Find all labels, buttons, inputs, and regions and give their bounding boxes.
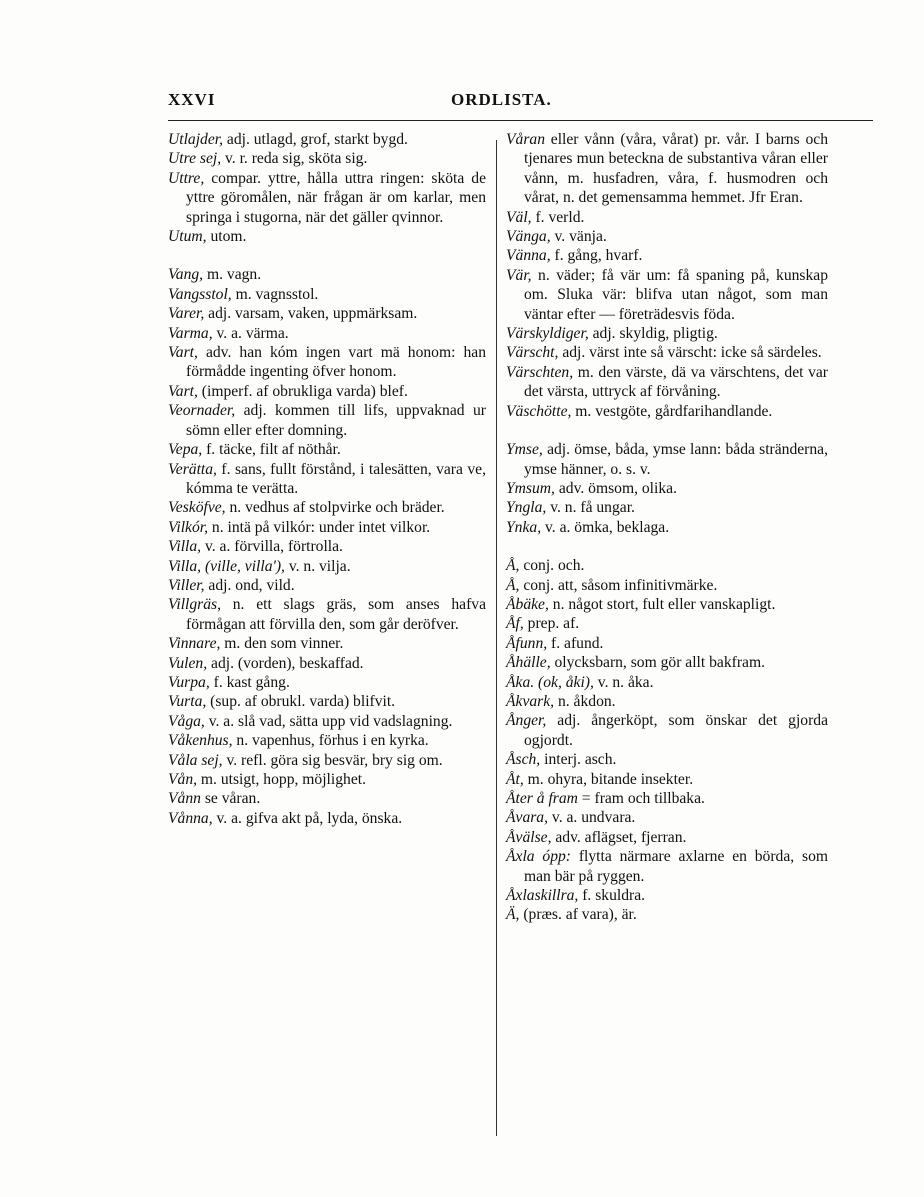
entry-headword: Vurpa, [168, 673, 210, 691]
dictionary-entry [506, 440, 828, 479]
dictionary-entry [506, 847, 828, 886]
dictionary-entry [168, 343, 486, 382]
dictionary-entry [168, 692, 486, 711]
entry-headword: Villa, (ville, villa'), [168, 557, 285, 575]
entry-definition: adj. kommen till lifs, uppvaknad ur sömn eller efter domning. [186, 402, 486, 439]
entry-headword: Vänga, [506, 228, 551, 246]
dictionary-entry [506, 886, 828, 905]
entry-definition: f. verld. [531, 208, 585, 226]
dictionary-entry [168, 789, 486, 808]
entry-definition: v. a. gifva akt på, lyda, önska. [212, 809, 403, 827]
entry-definition: m. utsigt, hopp, möjlighet. [197, 771, 366, 788]
entry-definition: f. kast gång. [209, 673, 290, 691]
dictionary-entry [168, 595, 486, 634]
entry-definition: adj. varsam, vaken, uppmärksam. [204, 305, 418, 323]
entry-headword: Värscht, [506, 344, 559, 362]
entry-headword: Vänna, [506, 247, 551, 265]
entry-definition: conj. och. [519, 557, 585, 575]
dictionary-entry [506, 808, 828, 827]
entry-definition: v. n. vilja. [284, 557, 351, 575]
entry-headword: Åvälse, [506, 828, 552, 846]
dictionary-entry [506, 246, 828, 265]
page-header [168, 90, 873, 116]
entry-headword: Vulen, [168, 654, 208, 672]
entry-definition: v. a. ömka, beklaga. [541, 518, 670, 536]
entry-definition: adj. utlagd, grof, starkt bygd. [223, 131, 408, 148]
entry-headword: Å, [506, 576, 520, 594]
dictionary-entry [506, 828, 828, 847]
entry-definition: v. a. förvilla, förtrolla. [201, 538, 343, 556]
dictionary-entry [506, 576, 828, 595]
dictionary-entry [168, 498, 486, 517]
entry-headword: Villa, [168, 538, 202, 556]
page-title: ORDLISTA. [451, 90, 552, 109]
entry-definition: f. täcke, filt af nöthår. [202, 441, 341, 459]
entry-definition: utom. [206, 228, 247, 246]
entry-headword: Åxla ópp: [506, 848, 571, 866]
dictionary-entry [506, 130, 828, 208]
entry-definition: f. gång, hvarf. [550, 247, 643, 265]
entry-headword: Ä, [506, 906, 520, 924]
entry-definition: v. n. åka. [593, 673, 654, 691]
entry-definition: n. vedhus af stolpvirke och bräder. [225, 499, 445, 517]
column-divider [496, 140, 497, 1136]
entry-headword: Vånna, [168, 809, 213, 827]
entry-headword: Vär, [506, 266, 532, 284]
entry-headword: Vånn [168, 790, 201, 808]
dictionary-entry [168, 149, 486, 168]
entry-definition: v. n. få ungar. [546, 499, 635, 517]
dictionary-entry [506, 479, 828, 498]
entry-headword: Vang, [168, 266, 204, 284]
entry-definition: (præs. af vara), är. [519, 906, 637, 924]
dictionary-entry [506, 634, 828, 653]
dictionary-entry [168, 731, 486, 750]
entry-definition: m. den värste, dä va värschtens, det var det värsta, uttryck af förvåning. [524, 363, 828, 401]
dictionary-entry [506, 343, 828, 362]
entry-headword: Åxlaskillra, [506, 887, 579, 905]
dictionary-entry [168, 537, 486, 556]
entry-definition: compar. yttre, hålla uttra ringen: sköta de yttre göromålen, när frågan är om karlar, men springa i stugorna, när det gäller qvinnor. [186, 169, 486, 226]
dictionary-entry [506, 905, 828, 924]
entry-definition: flytta närmare axlarne en börda, som man bär på ryggen. [524, 848, 828, 885]
dictionary-entry [506, 692, 828, 711]
entry-headword: Åt, [506, 770, 524, 788]
dictionary-entry [168, 576, 486, 595]
entry-definition: n. vapenhus, förhus i en kyrka. [232, 732, 429, 750]
section-gap [506, 537, 828, 556]
entry-headword: Ymsum, [506, 479, 555, 497]
dictionary-entry [506, 266, 828, 324]
entry-headword: Vinnare, [168, 635, 221, 653]
entry-definition: conj. att, såsom infinitivmärke. [519, 576, 718, 594]
dictionary-entry [168, 518, 486, 537]
entry-definition: prep. af. [523, 615, 580, 633]
dictionary-entry [506, 789, 828, 808]
entry-definition: adj. (vorden), beskaffad. [207, 654, 364, 672]
entry-definition: adj. ömse, båda, ymse lann: båda stränderna, ymse hänner, o. s. v. [524, 441, 828, 478]
dictionary-entry [506, 673, 828, 692]
entry-definition: f. afund. [547, 634, 604, 652]
page-number: XXVI [168, 90, 216, 109]
entry-definition: m. vestgöte, gårdfarihandlande. [571, 402, 773, 420]
dictionary-entry [168, 440, 486, 459]
entry-definition: adj. skyldig, pligtig. [588, 325, 718, 343]
dictionary-entry [168, 634, 486, 653]
entry-headword: Åka. (ok, åki), [506, 673, 594, 691]
entry-headword: Våla sej, [168, 751, 223, 769]
dictionary-entry [506, 556, 828, 575]
entry-headword: Värskyldiger, [506, 325, 589, 343]
entry-headword: Åter å fram [506, 790, 578, 807]
entry-definition: n. ett slags gräs, som anses hafva förmågan att förvilla den, som går deröfver. [186, 596, 486, 633]
dictionary-entry [168, 712, 486, 731]
entry-headword: Våran [506, 131, 545, 148]
entry-headword: Vart, [168, 344, 198, 362]
entry-headword: Åf, [506, 615, 524, 633]
entry-headword: Varer, [168, 305, 205, 323]
entry-definition: (imperf. af obrukliga varda) blef. [197, 382, 408, 400]
dictionary-entry [506, 208, 828, 227]
entry-definition: adv. han kóm ingen vart mä honom: han förmådde ingenting öfver honom. [186, 344, 486, 381]
dictionary-entry [506, 324, 828, 343]
entry-headword: Vilkór, [168, 518, 208, 536]
entry-headword: Ynka, [506, 518, 542, 536]
entry-headword: Villgräs, [168, 596, 221, 614]
dictionary-entry [168, 557, 486, 576]
dictionary-entry [168, 460, 486, 499]
entry-headword: Verätta, [168, 460, 217, 478]
entry-headword: Vangsstol, [168, 285, 232, 303]
entry-definition: m. den som vinner. [220, 635, 344, 653]
entry-definition: adj. ond, vild. [204, 576, 295, 594]
entry-definition: adj. ångerköpt, som önskar det gjorda ogjordt. [524, 712, 828, 749]
entry-headword: Uttre, [168, 169, 205, 187]
entry-definition: m. ohyra, bitande insekter. [523, 770, 694, 788]
entry-definition: n. något stort, fult eller vanskapligt. [548, 595, 776, 613]
entry-headword: Våkenhus, [168, 732, 233, 750]
entry-headword: Ånger, [506, 712, 547, 730]
entry-definition: se våran. [200, 790, 261, 808]
entry-definition: m. vagn. [203, 266, 262, 284]
entry-definition: m. vagnsstol. [231, 285, 319, 303]
entry-definition: adj. värst inte så värscht: icke så särdeles. [558, 344, 822, 362]
entry-definition: n. åkdon. [554, 692, 616, 710]
dictionary-entry [506, 711, 828, 750]
dictionary-entry [506, 750, 828, 769]
dictionary-entry [506, 653, 828, 672]
dictionary-entry [506, 595, 828, 614]
entry-definition: v. refl. göra sig besvär, bry sig om. [222, 751, 443, 769]
entry-headword: Åhälle, [506, 654, 551, 672]
entry-headword: Vart, [168, 382, 198, 400]
entry-headword: Åkvark, [506, 692, 555, 710]
dictionary-entry [168, 770, 486, 789]
entry-definition: eller vånn (våra, vårat) pr. vår. I barns och tjenares mun beteckna de substantiva våran eller vånn, m. husfadren, våra, f. husmodren och vårat, n. det gemensamma hemmet. Jfr Eran. [524, 131, 828, 207]
right-column [506, 130, 828, 925]
entry-headword: Vesköfve, [168, 499, 226, 517]
entry-definition: adv. aflägset, fjerran. [551, 828, 687, 846]
dictionary-entry [168, 324, 486, 343]
entry-headword: Viller, [168, 576, 205, 594]
entry-definition: (sup. af obrukl. varda) blifvit. [206, 693, 396, 711]
dictionary-entry [168, 169, 486, 227]
dictionary-entry [506, 402, 828, 421]
dictionary-entry [506, 518, 828, 537]
dictionary-entry [168, 265, 486, 284]
entry-definition: v. vänja. [550, 228, 607, 246]
entry-headword: Åfunn, [506, 634, 548, 652]
entry-headword: Vurta, [168, 693, 207, 711]
dictionary-entry [506, 498, 828, 517]
entry-definition: f. skuldra. [578, 887, 646, 905]
entry-headword: Varma, [168, 324, 213, 342]
header-rule [168, 120, 873, 121]
entry-headword: Veornader, [168, 402, 236, 420]
dictionary-entry [168, 285, 486, 304]
dictionary-entry [506, 363, 828, 402]
entry-definition: adv. ömsom, olika. [554, 479, 677, 497]
dictionary-entry [168, 809, 486, 828]
entry-headword: Åbäke, [506, 595, 549, 613]
dictionary-entry [168, 654, 486, 673]
dictionary-entry [168, 227, 486, 246]
entry-definition: v. r. reda sig, sköta sig. [221, 150, 368, 168]
entry-definition: n. väder; få vär um: få spaning på, kunskap om. Sluka vär: blifva utan något, som man väntar efter — företrädesvis föda. [524, 266, 828, 323]
section-gap [168, 246, 486, 265]
entry-definition: f. sans, fullt förstånd, i talesätten, vara ve, kómma te verätta. [186, 460, 486, 497]
entry-headword: Våga, [168, 712, 205, 730]
dictionary-entry [168, 673, 486, 692]
entry-definition: olycksbarn, som gör allt bakfram. [550, 654, 765, 672]
entry-definition: n. intä på vilkór: under intet vilkor. [208, 518, 431, 536]
dictionary-entry [506, 770, 828, 789]
entry-headword: Åvara, [506, 809, 549, 827]
entry-definition: v. a. värma. [212, 324, 289, 342]
entry-headword: Åsch, [506, 751, 541, 769]
entry-headword: Utre sej, [168, 150, 222, 168]
entry-headword: Vepa, [168, 441, 203, 459]
dictionary-entry [168, 382, 486, 401]
entry-headword: Yngla, [506, 499, 547, 517]
dictionary-entry [506, 614, 828, 633]
dictionary-entry [168, 130, 486, 149]
entry-headword: Utlajder, [168, 131, 224, 148]
entry-headword: Vån, [168, 771, 198, 788]
entry-headword: Värschten, [506, 363, 574, 381]
dictionary-entry [168, 401, 486, 440]
entry-headword: Väl, [506, 208, 532, 226]
entry-headword: Väschötte, [506, 402, 572, 420]
dictionary-entry [168, 751, 486, 770]
entry-definition: v. a. slå vad, sätta upp vid vadslagning. [204, 712, 453, 730]
dictionary-entry [168, 304, 486, 323]
section-gap [506, 421, 828, 440]
entry-definition: = fram och tillbaka. [577, 790, 705, 807]
entry-headword: Utum, [168, 228, 207, 246]
left-column [168, 130, 486, 828]
entry-headword: Å, [506, 557, 520, 575]
entry-definition: interj. asch. [540, 751, 617, 769]
entry-headword: Ymse, [506, 441, 543, 459]
dictionary-entry [506, 227, 828, 246]
entry-definition: v. a. undvara. [548, 809, 636, 827]
